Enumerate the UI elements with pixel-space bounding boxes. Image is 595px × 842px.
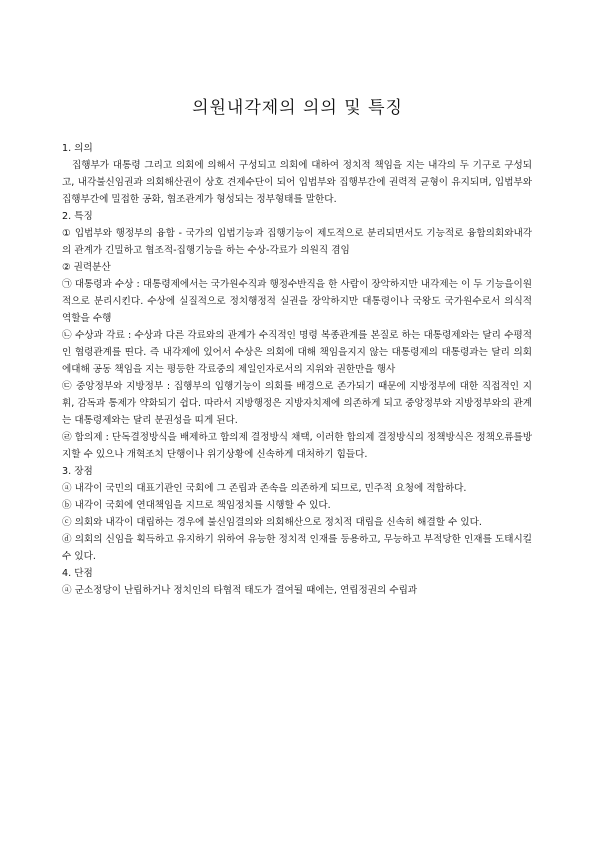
paragraph-meaning: 집행부가 대통령 그리고 의회에 의해서 구성되고 의회에 대하여 정치적 책임을 지는 내각의 두 기구로 구성되고, 내각불신임권과 의회해산권이 상호 견제수단이 되어 입법부와 집행부간에 권력적 균형이 유지되며, 입법부와 집행부간에 밀접한 공화, 협조관계가 형성되는 정부형태를 말한다. bbox=[62, 160, 532, 205]
paragraph-advantage-a: ⓐ 내각이 국민의 대표기관인 국회에 그 존립과 존속을 의존하게 되므로, 민주적 요청에 적합하다. bbox=[62, 483, 467, 494]
paragraph-advantage-c: ⓒ 의회와 내각이 대립하는 경우에 불신임결의와 의회해산으로 정치적 대립을 신속히 해결할 수 있다. bbox=[62, 517, 482, 528]
section-heading-disadvantages: 4. 단점 bbox=[62, 568, 93, 579]
paragraph-prime-minister-cabinet: ㉡ 수상과 각료 : 수상과 다른 각료와의 관계가 수직적인 명령 복종관계를 본질로 하는 대통령제와는 달리 수평적인 협령관계를 띤다. 즉 내각제에 있어서 수상은 의회에 대해 책임을지지 않는 대통령제의 대통령과는 달리 의회에대해 공동 책임을 지는 평등한 각료중의 제일인자로서의 지위와 권한만을 행사 bbox=[62, 330, 532, 375]
section-heading-advantages: 3. 장점 bbox=[62, 466, 93, 477]
paragraph-president-prime-minister: ㉠ 대통령과 수상 : 대통령제에서는 국가원수직과 행정수반직을 한 사람이 장악하지만 내각제는 이 두 기능을이원적으로 분리시킨다. 수상에 실질적으로 정치행정적 실권을 장악하지만 대통령이나 국왕도 국가원수로서 의식적 역할을 수행 bbox=[62, 279, 532, 324]
section-heading-meaning: 1. 의의 bbox=[62, 143, 93, 154]
paragraph-feature-power-distribution: ② 권력분산 bbox=[62, 262, 111, 273]
paragraph-feature-fusion: ① 입법부와 행정부의 융합 - 국가의 입법기능과 집행기능이 제도적으로 분리되면서도 기능적로 융합의회와내각의 관계가 긴밀하고 협조적-집행기능을 하는 수상-각료가 의원직 겸임 bbox=[62, 228, 532, 256]
section-heading-features: 2. 특징 bbox=[62, 211, 93, 222]
document-title: 의원내각제의 의의 및 특징 bbox=[192, 98, 403, 118]
document-body bbox=[62, 140, 532, 599]
paragraph-advantage-b: ⓑ 내각이 국회에 연대책임을 지므로 책임정치를 시행할 수 있다. bbox=[62, 500, 331, 511]
paragraph-central-local-government: ㉢ 중앙정부와 지방정부 : 집행부의 입행기능이 의회를 배경으로 존가되기 때문에 지방정부에 대한 직접적인 지휘, 감독과 통제가 약화되기 쉽다. 따라서 지방행정은 지방자치제에 의존하게 되고 중앙정부와 지방정부와의 관계는 대통령제와는 달리 분권성을 띠게 된다. bbox=[62, 381, 532, 426]
paragraph-collegial-system: ㉣ 합의제 : 단독결정방식을 배제하고 합의제 결정방식 채택, 이러한 합의제 결정방식의 정책방식은 정책오류를방지할 수 있으나 개혁조치 단행이나 위기상황에 신속하게 대처하기 힘들다. bbox=[62, 432, 532, 460]
paragraph-advantage-d: ⓓ 의회의 신임을 획득하고 유지하기 위하여 유능한 정치적 인재를 등용하고, 무능하고 부적당한 인재를 도태시킬 수 있다. bbox=[62, 534, 532, 562]
paragraph-disadvantage-a: ⓐ 군소정당이 난립하거나 정치인의 타협적 태도가 결여될 때에는, 연립정권의 수립과 bbox=[62, 585, 418, 596]
